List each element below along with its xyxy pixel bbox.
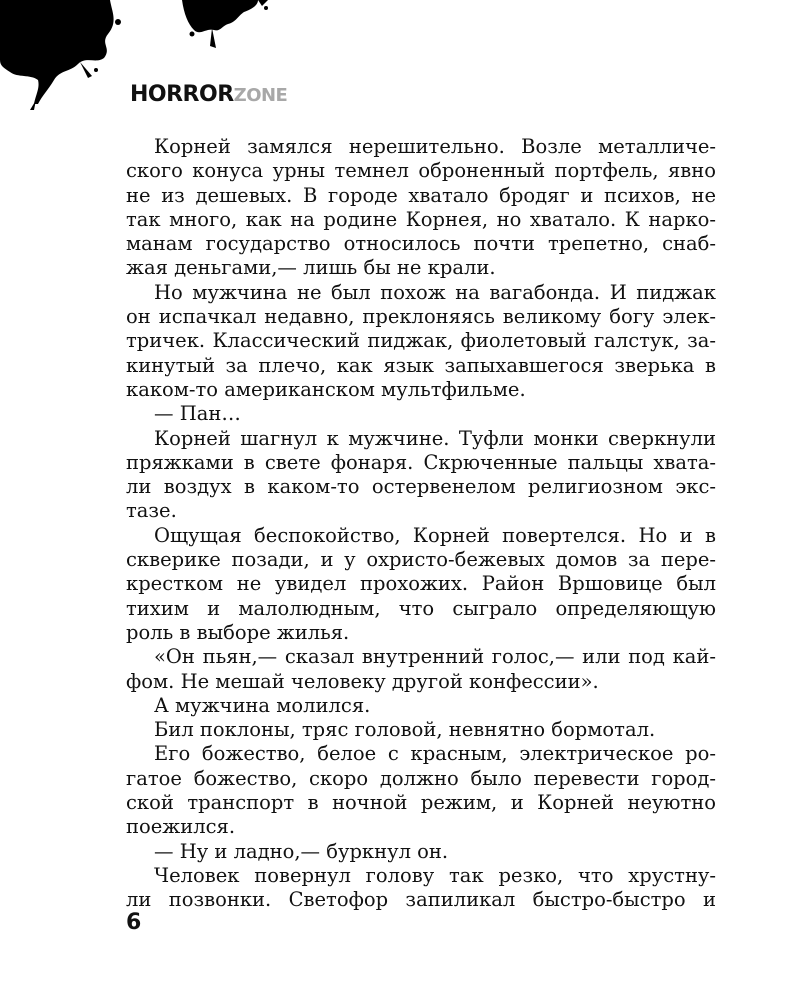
text-line: «Он пьян,— сказал внутренний голос,— или под кай- <box>154 645 716 669</box>
text-line: — Ну и ладно,— буркнул он. <box>154 839 449 863</box>
text-line: тихим и малолюдным, что сыграло определяющую <box>126 596 716 620</box>
text-line: Его божество, белое с красным, электрическое ро- <box>154 742 716 766</box>
text-line: так много, как на родине Корнея, но хватало. К нарко- <box>126 207 716 231</box>
text-line: ли воздух в каком-то остервенелом религиозном экс- <box>126 475 716 499</box>
text-line: ской транспорт в ночной режим, и Корней неуютно <box>126 791 716 815</box>
text-line: ского конуса урны темнел оброненный портфель, явно <box>126 159 716 183</box>
text-line: крестком не увидел прохожих. Район Вршовице был <box>126 572 716 596</box>
text-line: скверике позади, и у охристо-бежевых домов за пере- <box>126 548 716 572</box>
brand-logo <box>130 84 287 106</box>
text-line: Корней шагнул к мужчине. Туфли монки сверкнули <box>154 426 716 450</box>
text-line: тричек. Классический пиджак, фиолетовый галстук, за- <box>126 329 716 353</box>
brand-horror: HORROR <box>130 82 234 107</box>
text-line: Бил поклоны, тряс головой, невнятно бормотал. <box>154 718 656 742</box>
text-line: ли позвонки. Светофор запиликал быстро-быстро и <box>126 888 716 912</box>
text-line: роль в выборе жилья. <box>126 620 350 644</box>
text-line: поежился. <box>126 815 236 839</box>
text-line: фом. Не мешай человеку другой конфессии». <box>126 669 599 693</box>
text-line: пряжками в свете фонаря. Скрюченные пальцы хвата- <box>126 450 716 474</box>
text-line: каком-то американском мультфильме. <box>126 377 526 401</box>
body-text <box>126 135 716 913</box>
text-line: Ощущая беспокойство, Корней повертелся. Но и в <box>154 523 716 547</box>
text-line: Корней замялся нерешительно. Возле металличе- <box>154 135 716 158</box>
text-line: А мужчина молился. <box>154 693 371 717</box>
text-line: Но мужчина не был похож на вагабонда. И пиджак <box>154 280 716 304</box>
brand-zone: ZONE <box>233 85 288 106</box>
text-line: гатое божество, скоро должно было перевести город- <box>126 766 716 790</box>
text-line: жая деньгами,— лишь бы не крали. <box>126 256 496 280</box>
text-line: — Пан… <box>154 402 241 426</box>
text-line: тазе. <box>126 499 177 523</box>
text-line: кинутый за плечо, как язык запыхавшегося зверька в <box>126 353 716 377</box>
text-line: не из дешевых. В городе хватало бродяг и психов, не <box>126 183 716 207</box>
page-number: 6 <box>126 910 142 935</box>
text-line: Человек повернул голову так резко, что хрустну- <box>154 863 716 887</box>
text-line: он испачкал недавно, преклоняясь великому богу элек- <box>126 305 716 329</box>
text-line: манам государство относилось почти трепетно, снаб- <box>126 232 716 256</box>
